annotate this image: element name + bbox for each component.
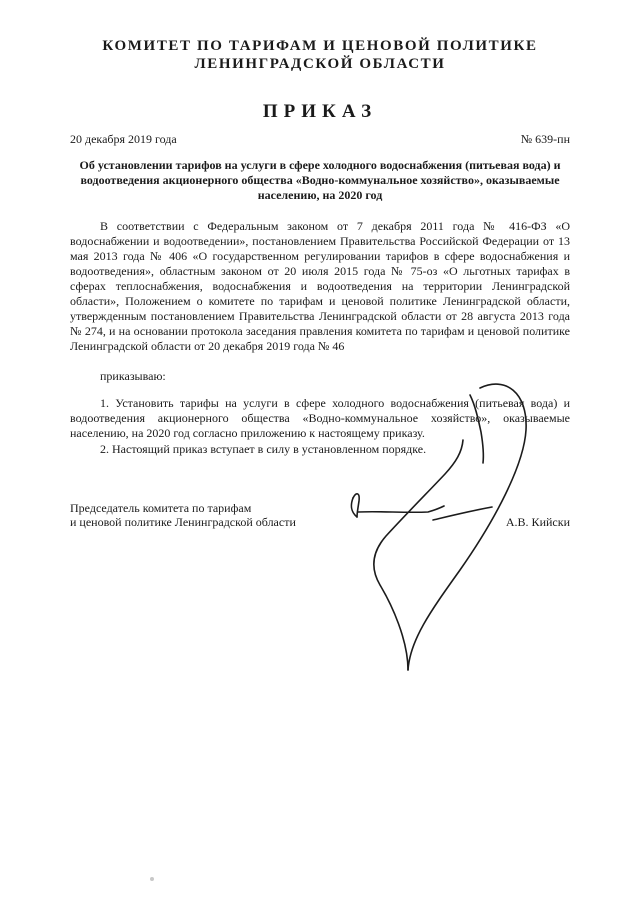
document-subject: Об установлении тарифов на услуги в сфере холодного водоснабжения (питьевая вода) и водоотведения акционерного общества «Водно-коммунальное хозяйство», оказываемые населению, на 2020 год xyxy=(79,158,561,202)
organization-name-line-1: КОМИТЕТ ПО ТАРИФАМ И ЦЕНОВОЙ ПОЛИТИКЕ xyxy=(102,38,538,54)
signer-position-line-1: Председатель комитета по тарифам xyxy=(70,501,252,515)
order-item-2: 2. Настоящий приказ вступает в силу в установленном порядке. xyxy=(100,442,427,456)
signer-position-line-2: и ценовой политике Ленинградской области xyxy=(70,515,296,529)
preamble-paragraph: В соответствии с Федеральным законом от 7 декабря 2011 года № 416-ФЗ «О водоснабжении и водоотведении», постановлением Правительства Российской Федерации от 13 мая 2013 года № 406 «О государственном регулировании тарифов в сфере водоснабжения и водоотведения», областным законом от 20 июля 2015 года № 75-оз «О льготных тарифах в сферах теплоснабжения, водоснабжения и водоотведения на территории Ленинградской области», Положением о комитете по тарифам и ценовой политике Ленинградской области, утвержденным постановлением Правительства Ленинградской области от 28 августа 2013 года № 274, и на основании протокола заседания правления комитета по тарифам и ценовой политике Ленинградской области от 20 декабря 2019 года № 46 xyxy=(70,219,570,353)
organization-name-line-2: ЛЕНИНГРАДСКОЙ ОБЛАСТИ xyxy=(194,56,446,72)
document-number: № 639-пн xyxy=(520,132,570,146)
scan-speck xyxy=(150,877,154,881)
document-title: ПРИКАЗ xyxy=(262,101,378,122)
signer-position xyxy=(70,501,296,529)
signer-name: А.В. Кийски xyxy=(505,515,570,529)
document-date: 20 декабря 2019 года xyxy=(70,132,177,146)
order-word: приказываю: xyxy=(100,369,166,383)
order-item-1: 1. Установить тарифы на услуги в сфере холодного водоснабжения (питьевая вода) и водоотведения акционерного общества «Водно-коммунальное хозяйство», оказываемые населению, на 2020 год согласно приложению к настоящему приказу. xyxy=(70,396,570,440)
handwritten-signature xyxy=(300,370,580,690)
